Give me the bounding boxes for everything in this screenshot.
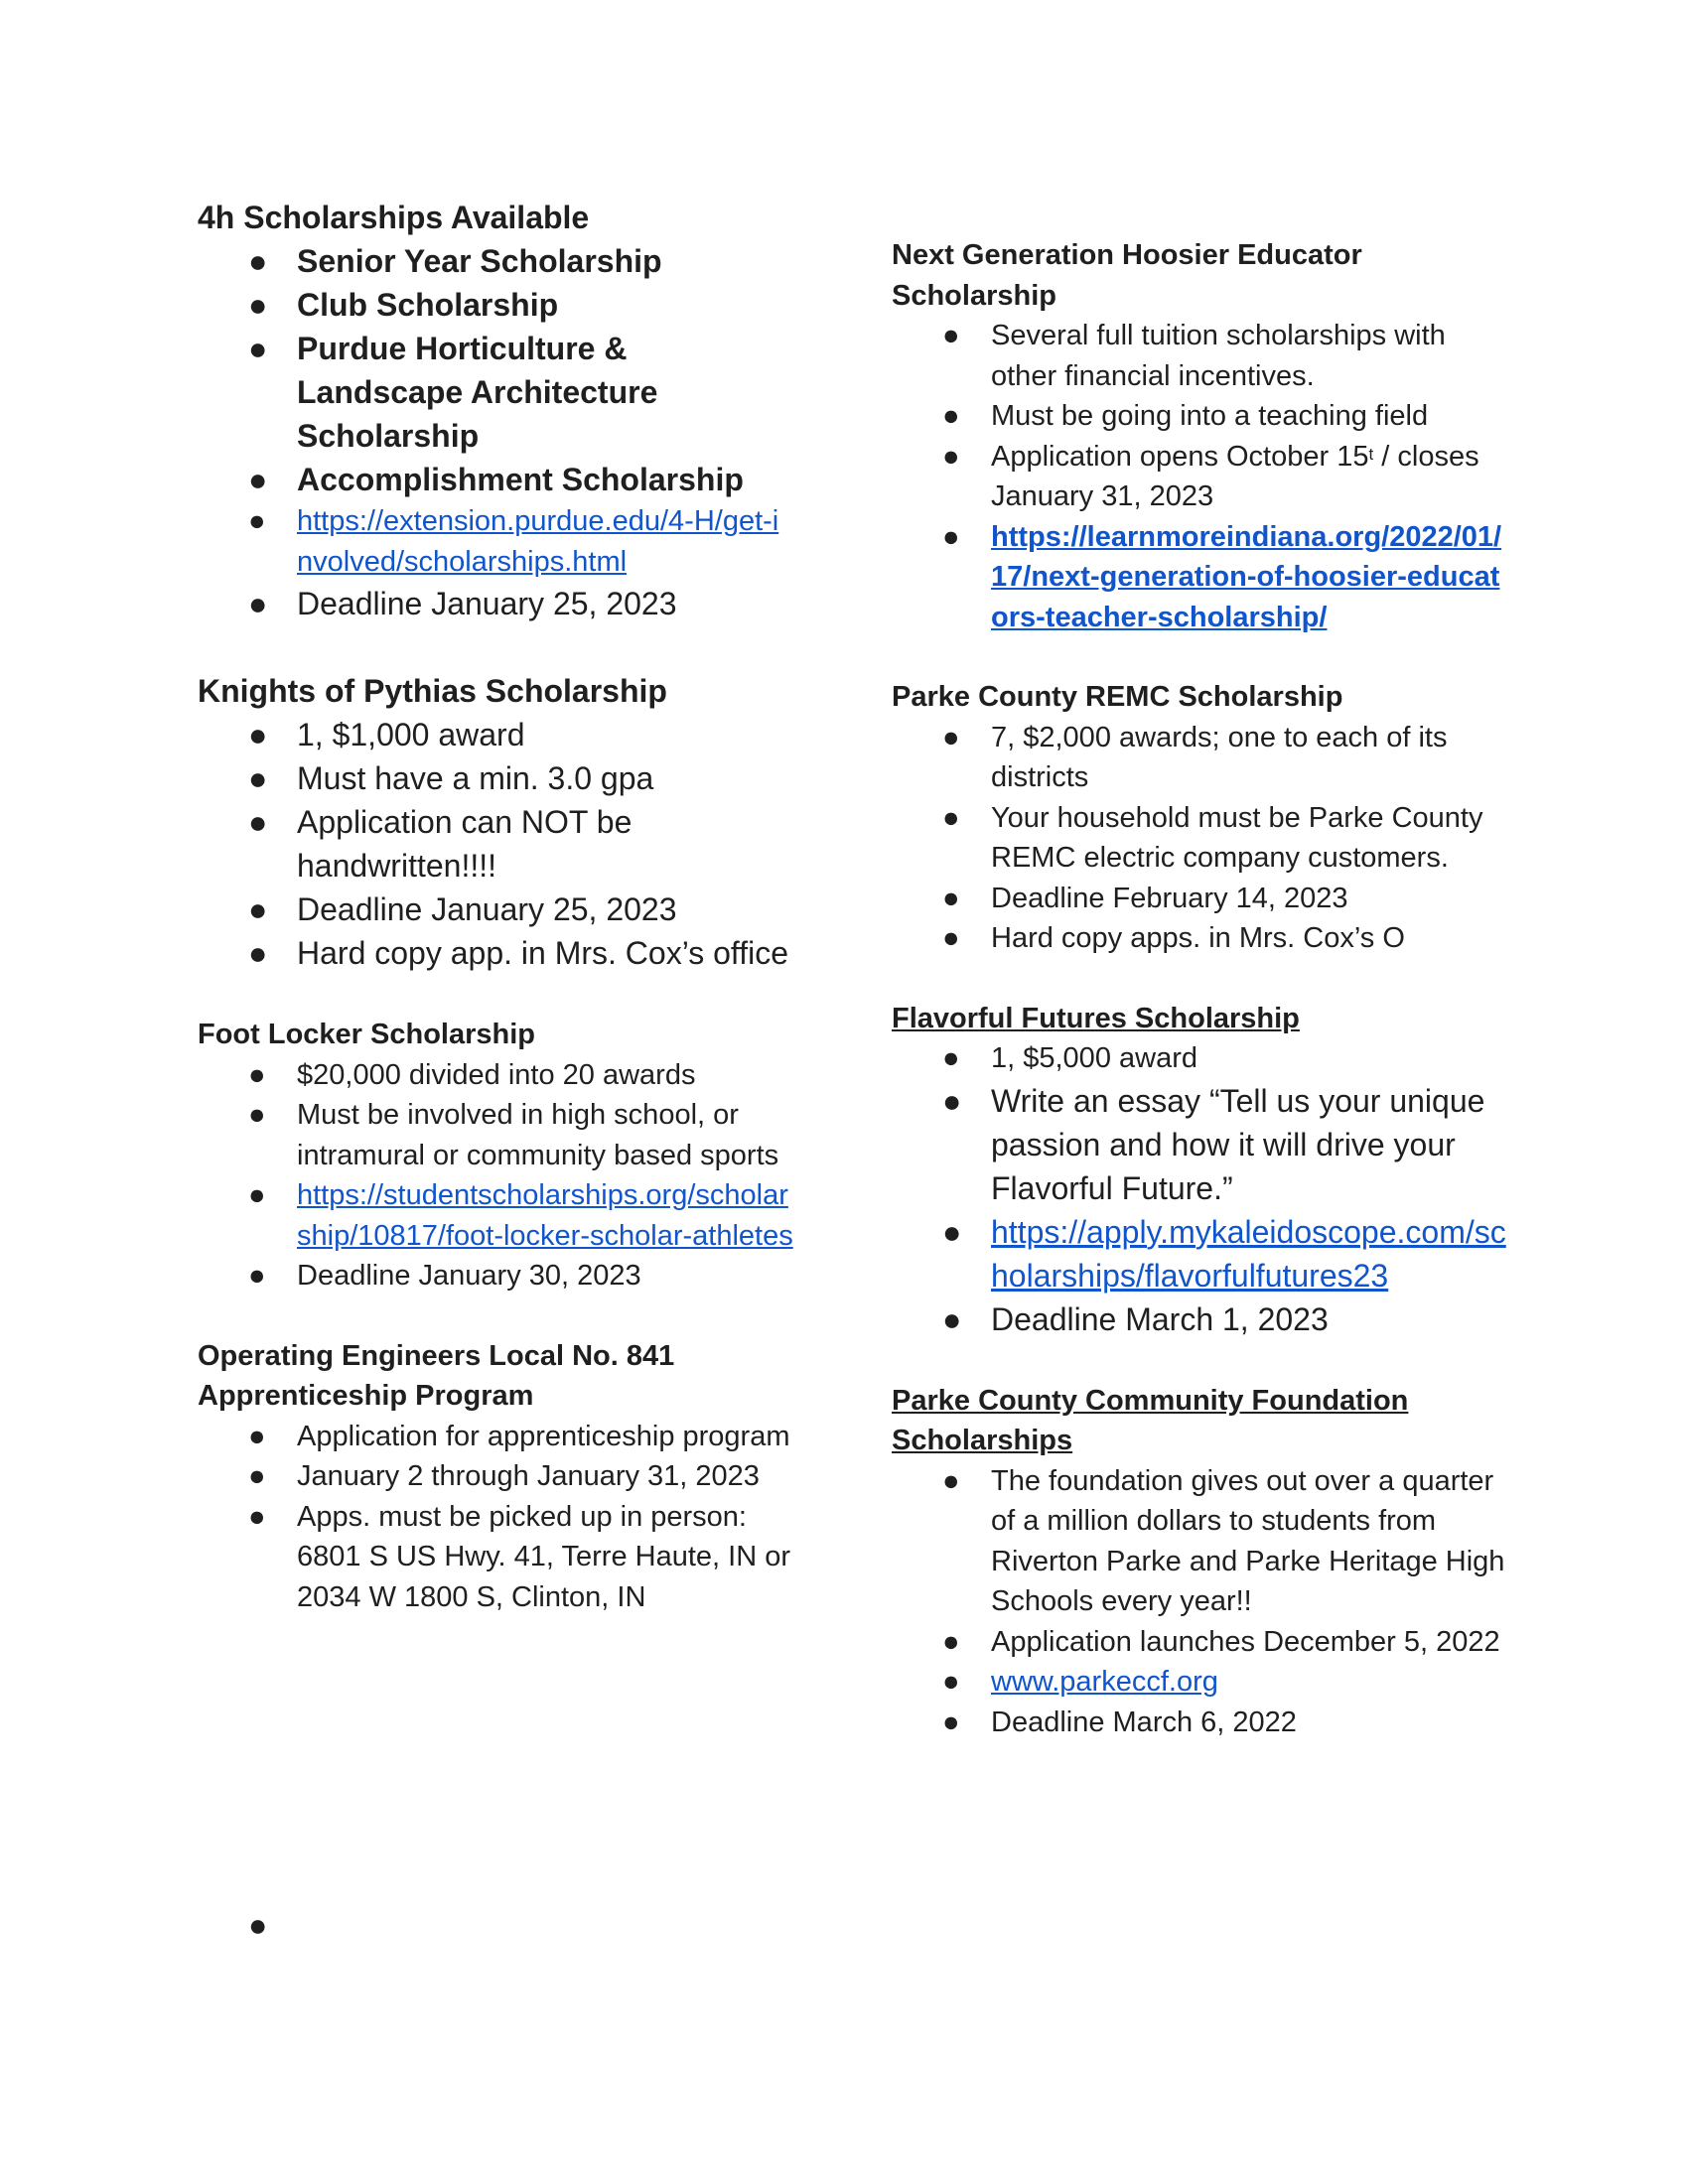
list-item: ● Application can NOT be handwritten!!!! <box>198 800 793 887</box>
section-title: 4h Scholarships Available <box>198 200 590 235</box>
right-column <box>892 235 1507 1742</box>
list-item <box>198 501 793 582</box>
empty-bullet: ● <box>248 1907 268 1943</box>
list-item: ● Deadline January 25, 2023 <box>198 887 793 931</box>
section-title: Foot Locker Scholarship <box>198 1019 535 1050</box>
list-item: ● 1, $5,000 award <box>892 1038 1507 1079</box>
left-column <box>198 196 793 1617</box>
list-item: ● Deadline February 14, 2023 <box>892 879 1507 919</box>
foot-locker-link[interactable]: https://studentscholarships.org/scholarship/10817/foot-locker-scholar-athletes <box>297 1179 793 1252</box>
list-item: ● Hard copy app. in Mrs. Cox’s office <box>198 931 793 975</box>
section-title: Operating Engineers Local No. 841 Apprenticeship Program <box>198 1339 675 1412</box>
list-item: ● Must have a min. 3.0 gpa <box>198 756 793 800</box>
purdue-scholarship-link[interactable]: https://extension.purdue.edu/4-H/get-involved/scholarships.html <box>297 505 779 578</box>
list-item <box>892 1210 1507 1297</box>
list-item: ● January 2 through January 31, 2023 <box>198 1456 793 1497</box>
opens-superscript: t <box>1368 444 1374 464</box>
list-item: ● Club Scholarship <box>198 283 793 327</box>
list-item: ● Senior Year Scholarship <box>198 239 793 283</box>
section-title: Parke County REMC Scholarship <box>892 681 1343 713</box>
list-item: ● Hard copy apps. in Mrs. Cox’s O <box>892 918 1507 959</box>
section-title: Flavorful Futures Scholarship <box>892 1002 1300 1034</box>
bullet-list <box>198 1055 793 1297</box>
section-flavorful-futures <box>892 999 1507 1341</box>
list-item: ● Accomplishment Scholarship <box>198 458 793 501</box>
list-item <box>892 437 1507 517</box>
kaleidoscope-link[interactable]: https://apply.mykaleidoscope.com/scholarships/flavorfulfutures23 <box>991 1213 1506 1294</box>
parkeccf-link[interactable]: www.parkeccf.org <box>991 1666 1218 1698</box>
closes-text: / closes January 31, 2023 <box>991 440 1479 512</box>
bullet-list <box>892 316 1507 637</box>
bullet-list <box>892 1461 1507 1743</box>
section-parke-county-remc <box>892 677 1507 959</box>
bullet-list <box>892 718 1507 959</box>
list-item: ● Your household must be Parke County REMC electric company customers. <box>892 798 1507 879</box>
section-knights-of-pythias <box>198 669 793 975</box>
list-item <box>198 1175 793 1256</box>
list-item: ● $20,000 divided into 20 awards <box>198 1055 793 1096</box>
list-item: ● Deadline March 1, 2023 <box>892 1297 1507 1341</box>
list-item: ● Application for apprenticeship program <box>198 1417 793 1457</box>
list-item: ● Apps. must be picked up in person: 6801 S US Hwy. 41, Terre Haute, IN or 2034 W 1800 S, Clinton, IN <box>198 1497 793 1618</box>
list-item: ● Several full tuition scholarships with other financial incentives. <box>892 316 1507 396</box>
bullet-list <box>892 1038 1507 1341</box>
learnmoreindiana-link[interactable]: https://learnmoreindiana.org/2022/01/17/next-generation-of-hoosier-educators-teacher-scholarship/ <box>991 520 1502 633</box>
section-4h-scholarships <box>198 196 793 625</box>
section-parke-county-community-foundation <box>892 1381 1507 1743</box>
bullet-list <box>198 713 793 975</box>
section-next-generation-hoosier-educator <box>892 235 1507 637</box>
list-item <box>892 1662 1507 1703</box>
list-item: ● Must be going into a teaching field <box>892 396 1507 437</box>
list-item: ● Deadline March 6, 2022 <box>892 1703 1507 1743</box>
section-operating-engineers <box>198 1336 793 1618</box>
section-title: Knights of Pythias Scholarship <box>198 673 667 709</box>
list-item: ● Must be involved in high school, or intramural or community based sports <box>198 1095 793 1175</box>
list-item: ● Purdue Horticulture & Landscape Architecture Scholarship <box>198 327 793 458</box>
list-item: ● 7, $2,000 awards; one to each of its districts <box>892 718 1507 798</box>
list-item: ● 1, $1,000 award <box>198 713 793 756</box>
list-item: ● Write an essay “Tell us your unique passion and how it will drive your Flavorful Future.” <box>892 1079 1507 1210</box>
opens-text: Application opens October 15 <box>991 440 1369 473</box>
list-item <box>892 517 1507 638</box>
list-item: ● Application launches December 5, 2022 <box>892 1622 1507 1663</box>
bullet-list <box>198 239 793 625</box>
section-title: Next Generation Hoosier Educator Scholarship <box>892 239 1362 312</box>
list-item: ● Deadline January 25, 2023 <box>198 582 793 625</box>
list-item: ● Deadline January 30, 2023 <box>198 1256 793 1297</box>
list-item: ● The foundation gives out over a quarter of a million dollars to students from Riverton Parke and Parke Heritage High Schools every year!! <box>892 1461 1507 1622</box>
section-foot-locker <box>198 1015 793 1297</box>
section-title: Parke County Community Foundation Scholarships <box>892 1384 1409 1456</box>
bullet-list <box>198 1417 793 1618</box>
